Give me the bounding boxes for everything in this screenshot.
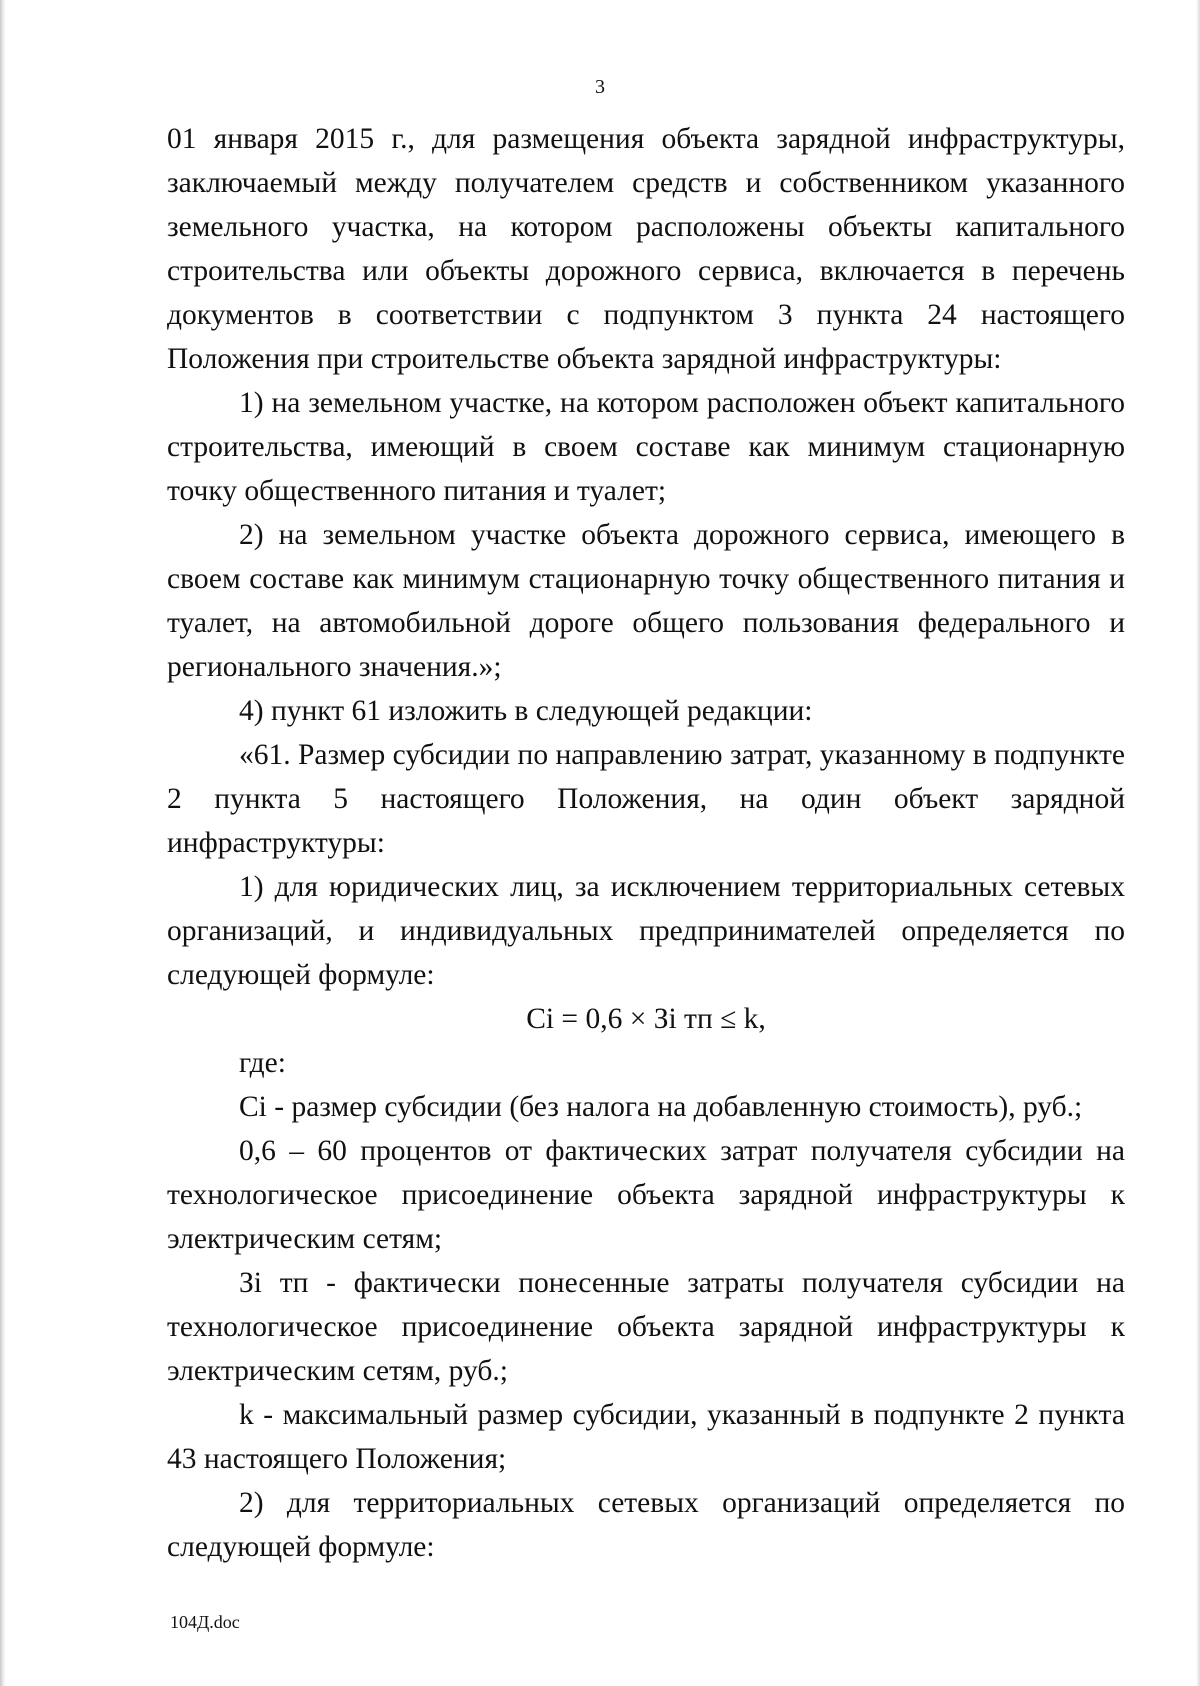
document-body: [167, 117, 1125, 1569]
scan-edge-left: [0, 0, 6, 1686]
formula: Ci = 0,6 × Зi тп ≤ k,: [526, 1003, 766, 1035]
clause-61: «61. Размер субсидии по направлению затрат, указанному в подпункте 2 пункта 5 настоящего Положения, на один объект зарядной инфраструктуры:: [167, 739, 1125, 859]
list-item-1: 1) на земельном участке, на котором расположен объект капитального строительства, имеющий в своем составе как минимум стационарную точку общественного питания и туалет;: [167, 387, 1125, 507]
definition-zi-tp: Зi тп - фактически понесенные затраты получателя субсидии на технологическое присоединение объекта зарядной инфраструктуры к электрическим сетям, руб.;: [167, 1267, 1125, 1387]
definition-k: k - максимальный размер субсидии, указанный в подпункте 2 пункта 43 настоящего Положения;: [167, 1399, 1125, 1475]
page-number: 3: [595, 76, 605, 98]
clause-61-item-1: 1) для юридических лиц, за исключением территориальных сетевых организаций, и индивидуальных предпринимателей определяется по следующей формуле:: [167, 871, 1125, 991]
clause-61-item-2: 2) для территориальных сетевых организаций определяется по следующей формуле:: [167, 1487, 1125, 1563]
list-item-2: 2) на земельном участке объекта дорожного сервиса, имеющего в своем составе как минимум стационарную точку общественного питания и туалет, на автомобильной дороге общего пользования федерального и регионального значения.»;: [167, 519, 1125, 683]
definition-coefficient: 0,6 – 60 процентов от фактических затрат получателя субсидии на технологическое присоединение объекта зарядной инфраструктуры к электрическим сетям;: [167, 1135, 1125, 1255]
paragraph-continuation: 01 января 2015 г., для размещения объекта зарядной инфраструктуры, заключаемый между получателем средств и собственником указанного земельного участка, на котором расположены объекты капитального строительства или объекты дорожного сервиса, включается в перечень документов в соответствии с подпунктом 3 пункта 24 настоящего Положения при строительстве объекта зарядной инфраструктуры:: [167, 123, 1125, 375]
definition-ci: Ci - размер субсидии (без налога на добавленную стоимость), руб.;: [239, 1091, 1083, 1123]
scan-edge-right: [1196, 0, 1200, 1686]
footer-filename: 104Д.doc: [170, 1612, 240, 1632]
formula-where: где:: [239, 1047, 286, 1079]
amendment-item-4: 4) пункт 61 изложить в следующей редакции:: [239, 695, 813, 727]
